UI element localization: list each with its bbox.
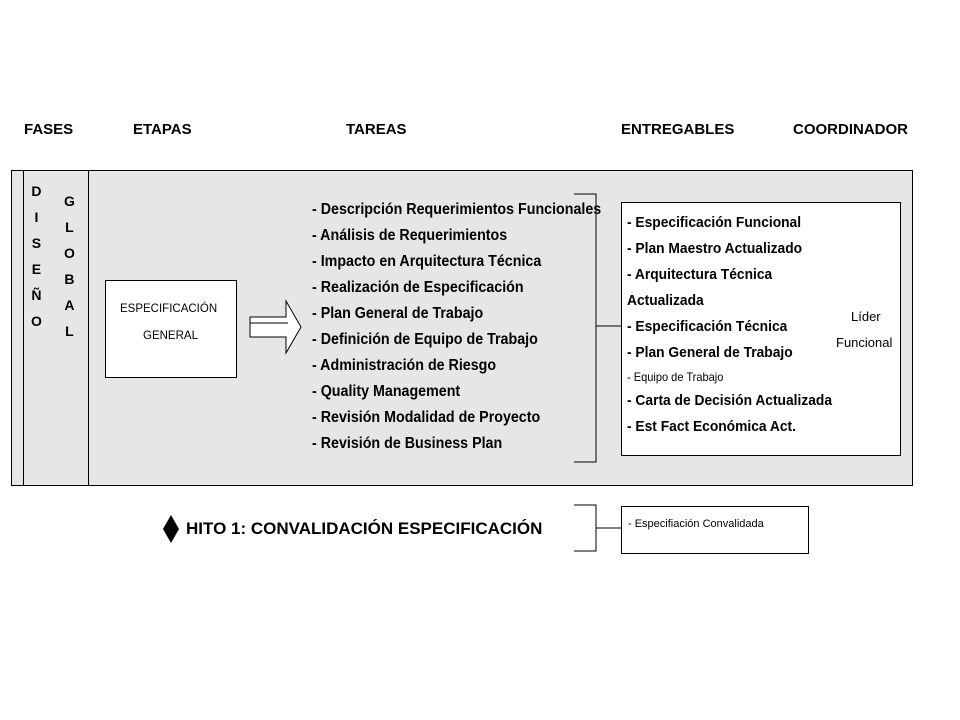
deliverable-item: - Especificación Funcional bbox=[627, 214, 802, 231]
header-entregables: ENTREGABLES bbox=[621, 121, 735, 138]
task-list bbox=[312, 197, 601, 457]
panel-divider-1 bbox=[23, 170, 24, 486]
deliverable-item: - Especificación Técnica bbox=[627, 318, 788, 335]
task-item: - Descripción Requerimientos Funcionales bbox=[312, 201, 602, 218]
deliverable-item: - Carta de Decisión Actualizada bbox=[627, 392, 833, 409]
milestone-label: HITO 1: CONVALIDACIÓN ESPECIFICACIÓN bbox=[186, 519, 543, 538]
milestone-deliverable-box bbox=[621, 506, 809, 554]
phase-letter: D bbox=[31, 183, 42, 199]
deliverables-list bbox=[627, 210, 832, 440]
coordinator-line1: Líder bbox=[851, 309, 881, 324]
stage-box bbox=[105, 280, 237, 378]
header-coordinador: COORDINADOR bbox=[793, 121, 908, 138]
diamond-icon bbox=[162, 514, 180, 544]
stage-letter: A bbox=[64, 297, 75, 313]
header-tareas: TAREAS bbox=[346, 121, 407, 138]
phase-letter: I bbox=[34, 209, 39, 225]
deliverable-item: - Plan General de Trabajo bbox=[627, 344, 793, 361]
task-bracket bbox=[570, 192, 626, 464]
panel-divider-2 bbox=[88, 170, 89, 486]
task-item: - Análisis de Requerimientos bbox=[312, 227, 508, 244]
task-item: - Administración de Riesgo bbox=[312, 357, 497, 374]
phase-letter: E bbox=[31, 261, 42, 277]
phase-letter: S bbox=[31, 235, 42, 251]
task-item: - Revisión Modalidad de Proyecto bbox=[312, 409, 541, 426]
milestone bbox=[162, 514, 542, 544]
phase-letter: Ñ bbox=[31, 287, 42, 303]
deliverable-item: - Arquitectura Técnica bbox=[627, 266, 773, 283]
deliverable-item: - Est Fact Económica Act. bbox=[627, 418, 796, 435]
stage-letter: L bbox=[65, 323, 74, 339]
task-item: - Impacto en Arquitectura Técnica bbox=[312, 253, 542, 270]
stage-letter: B bbox=[64, 271, 75, 287]
arrow-right-icon bbox=[248, 298, 304, 356]
stage-letter: G bbox=[64, 193, 75, 209]
task-item: - Revisión de Business Plan bbox=[312, 435, 503, 452]
milestone-bracket bbox=[570, 503, 626, 553]
task-item: - Definición de Equipo de Trabajo bbox=[312, 331, 538, 348]
header-etapas: ETAPAS bbox=[133, 121, 192, 138]
stage-letter: L bbox=[65, 219, 74, 235]
header-fases: FASES bbox=[24, 121, 74, 138]
coordinator-line2: Funcional bbox=[836, 335, 893, 350]
task-item: - Plan General de Trabajo bbox=[312, 305, 484, 322]
stage-name-vertical bbox=[64, 188, 75, 344]
deliverable-item: - Plan Maestro Actualizado bbox=[627, 240, 803, 257]
stage-letter: O bbox=[64, 245, 75, 261]
task-item: - Realización de Especificación bbox=[312, 279, 524, 296]
phase-name-vertical bbox=[31, 178, 42, 334]
stage-box-line2: GENERAL bbox=[143, 330, 198, 342]
phase-letter: O bbox=[31, 313, 42, 329]
deliverable-item: Actualizada bbox=[627, 292, 704, 309]
task-item: - Quality Management bbox=[312, 383, 461, 400]
milestone-deliverable: - Especifiación Convalidada bbox=[628, 518, 764, 530]
deliverable-item-small: - Equipo de Trabajo bbox=[627, 370, 724, 384]
stage-box-line1: ESPECIFICACIÓN bbox=[120, 303, 218, 315]
